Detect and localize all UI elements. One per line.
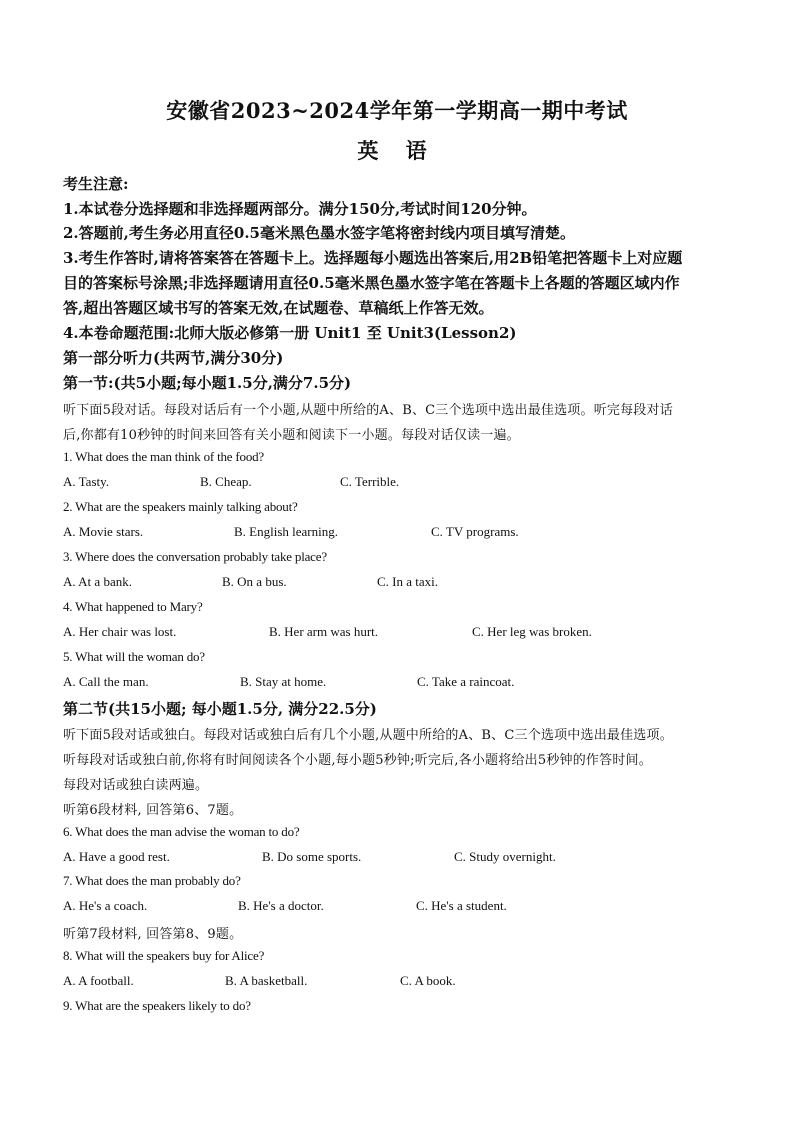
- exam-subject: 英 语: [357, 138, 437, 163]
- question-7-stem: 7. What does the man probably do?: [63, 873, 241, 888]
- question-2-option-a: A. Movie stars.: [63, 524, 144, 539]
- question-7-option-b: B. He's a doctor.: [238, 898, 324, 913]
- notice-item-4: 4.本卷命题范围:北师大版必修第一册 Unit1 至 Unit3(Lesson2): [63, 324, 517, 342]
- question-9-stem: 9. What are the speakers likely to do?: [63, 998, 251, 1013]
- question-8-stem: 8. What will the speakers buy for Alice?: [63, 948, 265, 963]
- question-8-option-b: B. A basketball.: [225, 973, 308, 988]
- part1-heading: 第一部分听力(共两节,满分30分): [63, 349, 284, 367]
- question-3-stem: 3. Where does the conversation probably take place?: [63, 549, 327, 564]
- section2-instructions-line-1: 听下面5段对话或独白。每段对话或独白后有几个小题,从题中所给的A、B、C三个选项中选出最佳选项。: [63, 728, 673, 743]
- notice-item-2: 2.答题前,考生务必用直径0.5毫米黑色墨水签字笔将密封线内项目填写清楚。: [63, 224, 575, 242]
- question-6-option-a: A. Have a good rest.: [63, 849, 170, 864]
- question-4-option-a: A. Her chair was lost.: [63, 624, 177, 639]
- question-1-stem: 1. What does the man think of the food?: [63, 449, 264, 464]
- question-6-stem: 6. What does the man advise the woman to do?: [63, 824, 300, 839]
- question-5-option-a: A. Call the man.: [63, 674, 149, 689]
- question-8-option-a: A. A football.: [63, 973, 134, 988]
- exam-title: 安徽省2023~2024学年第一学期高一期中考试: [166, 98, 628, 123]
- question-4-stem: 4. What happened to Mary?: [63, 599, 203, 614]
- question-5-stem: 5. What will the woman do?: [63, 649, 205, 664]
- question-1-option-a: A. Tasty.: [63, 474, 110, 489]
- section2-instructions-line-2: 听每段对话或独白前,你将有时间阅读各个小题,每小题5秒钟;听完后,各小题将给出5秒钟的作答时间。: [63, 753, 652, 768]
- question-7-option-c: C. He's a student.: [416, 898, 507, 913]
- question-3-option-b: B. On a bus.: [222, 574, 287, 589]
- question-2-option-c: C. TV programs.: [431, 524, 519, 539]
- question-3-option-c: C. In a taxi.: [377, 574, 439, 589]
- section1-heading: 第一节:(共5小题;每小题1.5分,满分7.5分): [63, 374, 352, 392]
- notice-item-1: 1.本试卷分选择题和非选择题两部分。满分150分,考试时间120分钟。: [63, 200, 537, 218]
- question-7-option-a: A. He's a coach.: [63, 898, 148, 913]
- question-8-option-c: C. A book.: [400, 973, 456, 988]
- question-5-option-c: C. Take a raincoat.: [417, 674, 515, 689]
- question-6-option-b: B. Do some sports.: [262, 849, 362, 864]
- section2-heading: 第二节(共15小题; 每小题1.5分, 满分22.5分): [63, 700, 377, 718]
- material-7-note: 听第7段材料, 回答第8、9题。: [63, 927, 243, 942]
- question-1-option-c: C. Terrible.: [340, 474, 400, 489]
- question-2-stem: 2. What are the speakers mainly talking about?: [63, 499, 298, 514]
- notice-heading: 考生注意:: [63, 175, 129, 193]
- question-5-option-b: B. Stay at home.: [240, 674, 327, 689]
- question-1-option-b: B. Cheap.: [200, 474, 252, 489]
- notice-item-3: 3.考生作答时,请将答案答在答题卡上。选择题每小题选出答案后,用2B铅笔把答题卡上对应题: [63, 249, 683, 267]
- question-6-option-c: C. Study overnight.: [454, 849, 556, 864]
- notice-item-3-cont-2: 答,超出答题区域书写的答案无效,在试题卷、草稿纸上作答无效。: [63, 299, 494, 317]
- section2-instructions-line-3: 每段对话或独白读两遍。: [63, 778, 209, 793]
- question-2-option-b: B. English learning.: [234, 524, 338, 539]
- question-4-option-b: B. Her arm was hurt.: [269, 624, 379, 639]
- notice-item-3-cont-1: 目的答案标号涂黑;非选择题请用直径0.5毫米黑色墨水签字笔在答题卡上各题的答题区域内作: [63, 274, 680, 292]
- question-4-option-c: C. Her leg was broken.: [472, 624, 592, 639]
- section1-instructions-line-2: 后,你都有10秒钟的时间来回答有关小题和阅读下一小题。每段对话仅读一遍。: [63, 428, 520, 443]
- question-3-option-a: A. At a bank.: [63, 574, 132, 589]
- section1-instructions-line-1: 听下面5段对话。每段对话后有一个小题,从题中所给的A、B、C三个选项中选出最佳选项。听完每段对话: [63, 403, 673, 418]
- material-6-note: 听第6段材料, 回答第6、7题。: [63, 803, 243, 818]
